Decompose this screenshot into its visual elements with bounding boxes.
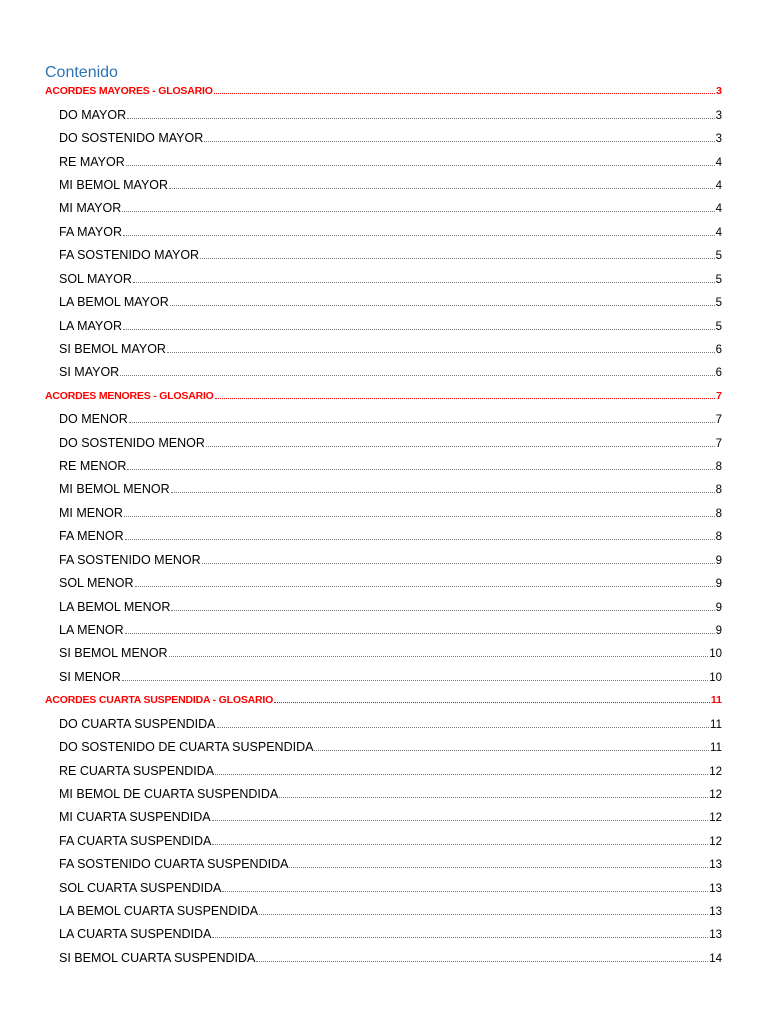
dot-leader [171,492,715,493]
entry-page-number: 12 [709,835,722,848]
toc-title: Contenido [45,64,118,81]
entry-label: RE MENOR [59,459,127,474]
entry-label: FA SOSTENIDO MENOR [59,552,201,567]
entry-page-number: 4 [715,203,722,216]
toc-entry[interactable] [45,174,722,197]
dot-leader [170,305,715,306]
dot-leader [314,750,709,751]
toc-entry[interactable] [45,525,722,548]
dot-leader [200,258,715,259]
entry-label: LA BEMOL CUARTA SUSPENDIDA [59,904,259,919]
toc-entry[interactable] [45,197,722,220]
dot-leader [125,539,715,540]
section-title: ACORDES CUARTA SUSPENDIDA - GLOSARIO [45,694,274,707]
entry-label: LA CUARTA SUSPENDIDA [59,927,212,942]
entry-page-number: 8 [715,484,722,497]
entry-page-number: 3 [715,133,722,146]
entry-page-number: 5 [715,297,722,310]
toc-entry[interactable] [45,221,722,244]
dot-leader [202,563,715,564]
entry-page-number: 11 [710,742,722,755]
dot-leader [125,633,715,634]
toc-entry[interactable] [45,666,722,689]
dot-leader [204,141,714,142]
dot-leader [212,937,708,938]
dot-leader [215,398,716,399]
entry-label: DO MENOR [59,412,128,427]
entry-label: MI BEMOL MAYOR [59,177,169,192]
toc-entry[interactable] [45,315,722,338]
dot-leader [126,165,715,166]
entry-page-number: 6 [715,367,722,380]
dot-leader [123,235,715,236]
toc-entry[interactable] [45,127,722,150]
entry-page-number: 4 [715,179,722,192]
entry-label: DO SOSTENIDO DE CUARTA SUSPENDIDA [59,740,314,755]
entry-page-number: 3 [715,109,722,122]
dot-leader [279,797,708,798]
toc-entry[interactable] [45,877,722,900]
toc-entry[interactable] [45,455,722,478]
entry-page-number: 14 [709,952,722,965]
entry-page-number: 5 [715,320,722,333]
section-title: ACORDES MAYORES - GLOSARIO [45,85,213,98]
dot-leader [167,352,715,353]
dot-leader [274,702,710,703]
toc-entry[interactable] [45,549,722,572]
entry-label: RE CUARTA SUSPENDIDA [59,763,215,778]
entry-page-number: 4 [715,226,722,239]
entry-label: RE MAYOR [59,154,125,169]
entry-label: MI MAYOR [59,201,122,216]
entry-page-number: 10 [709,648,722,661]
entry-page-number: 5 [715,273,722,286]
entry-label: SI MAYOR [59,365,120,380]
entry-label: LA BEMOL MAYOR [59,295,169,310]
dot-leader [169,188,715,189]
toc-entry[interactable] [45,291,722,314]
dot-leader [289,867,708,868]
section-title: ACORDES MENORES - GLOSARIO [45,389,214,402]
entry-label: SOL MAYOR [59,271,132,286]
toc-entry[interactable] [45,408,722,431]
dot-leader [256,961,708,962]
entry-page-number: 9 [715,625,722,637]
entry-label: FA MENOR [59,529,124,544]
entry-page-number: 9 [715,578,722,591]
section-page-number: 7 [716,389,722,402]
toc-entry[interactable] [45,642,722,665]
toc-entry[interactable] [45,760,722,783]
toc-entry[interactable] [45,619,722,642]
toc-section-heading[interactable] [45,689,722,712]
entry-label: DO SOSTENIDO MENOR [59,435,205,450]
toc-entry[interactable] [45,713,722,736]
entry-page-number: 5 [715,250,722,263]
entry-page-number: 8 [715,461,722,474]
entry-page-number: 8 [715,531,722,544]
dot-leader [214,93,715,94]
dot-leader [124,516,715,517]
toc-entry[interactable] [45,502,722,525]
toc-entry[interactable] [45,104,722,127]
entry-page-number: 6 [715,343,722,356]
entry-page-number: 13 [709,929,722,942]
dot-leader [122,211,714,212]
entry-label: MI BEMOL DE CUARTA SUSPENDIDA [59,786,279,801]
dot-leader [135,586,715,587]
entry-label: SI MENOR [59,669,121,684]
dot-leader [206,446,715,447]
dot-leader [120,375,714,376]
toc-entry[interactable] [45,361,722,384]
toc-entry[interactable] [45,806,722,829]
entry-label: FA CUARTA SUSPENDIDA [59,833,212,848]
entry-page-number: 12 [709,788,722,801]
toc-entry[interactable] [45,478,722,501]
entry-label: SOL CUARTA SUSPENDIDA [59,880,222,895]
entry-label: SI BEMOL CUARTA SUSPENDIDA [59,950,256,965]
entry-label: FA MAYOR [59,224,122,239]
dot-leader [133,282,715,283]
entry-label: FA SOSTENIDO CUARTA SUSPENDIDA [59,857,289,872]
toc-section-heading[interactable] [45,385,722,408]
entry-page-number: 4 [715,156,722,169]
dot-leader [259,914,708,915]
entry-page-number: 8 [715,507,722,520]
toc-entry[interactable] [45,244,722,267]
entry-page-number: 7 [715,414,722,427]
entry-label: DO SOSTENIDO MAYOR [59,131,204,146]
entry-page-number: 9 [715,554,722,567]
toc-entry[interactable] [45,783,722,806]
entry-label: LA MAYOR [59,318,122,333]
entry-page-number: 13 [709,859,722,872]
dot-leader [127,118,714,119]
toc-entry[interactable] [45,432,722,455]
dot-leader [127,469,714,470]
dot-leader [215,774,708,775]
dot-leader [122,680,708,681]
entry-label: SI BEMOL MENOR [59,646,168,661]
entry-page-number: 13 [709,906,722,919]
toc-entry[interactable] [45,900,722,923]
toc-entry[interactable] [45,596,722,619]
entry-page-number: 7 [715,437,722,450]
dot-leader [217,727,710,728]
entry-page-number: 10 [709,671,722,684]
dot-leader [123,329,715,330]
entry-label: MI CUARTA SUSPENDIDA [59,810,211,825]
dot-leader [212,844,708,845]
dot-leader [171,610,714,611]
entry-page-number: 9 [715,601,722,614]
table-of-contents [45,80,722,970]
entry-page-number: 11 [710,718,722,731]
toc-entry[interactable] [45,830,722,853]
entry-page-number: 12 [709,812,722,825]
entry-page-number: 13 [709,882,722,895]
toc-entry[interactable] [45,572,722,595]
toc-entry[interactable] [45,947,722,970]
entry-label: LA MENOR [59,623,124,637]
dot-leader [212,820,709,821]
entry-label: LA BEMOL MENOR [59,599,171,614]
dot-leader [169,656,709,657]
entry-label: MI BEMOL MENOR [59,482,170,497]
entry-label: MI MENOR [59,505,123,520]
entry-label: DO MAYOR [59,107,127,122]
toc-entry[interactable] [45,736,722,759]
toc-entry[interactable] [45,268,722,291]
toc-entry[interactable] [45,338,722,361]
entry-label: SOL MENOR [59,576,134,591]
dot-leader [129,422,715,423]
toc-entry[interactable] [45,151,722,174]
toc-entry[interactable] [45,923,722,946]
entry-page-number: 12 [709,765,722,778]
toc-section-heading[interactable] [45,80,722,103]
entry-label: FA SOSTENIDO MAYOR [59,248,200,263]
section-page-number: 11 [710,694,722,707]
dot-leader [222,891,708,892]
toc-entry[interactable] [45,853,722,876]
entry-label: DO CUARTA SUSPENDIDA [59,716,216,731]
entry-label: SI BEMOL MAYOR [59,341,166,356]
section-page-number: 3 [716,85,722,98]
